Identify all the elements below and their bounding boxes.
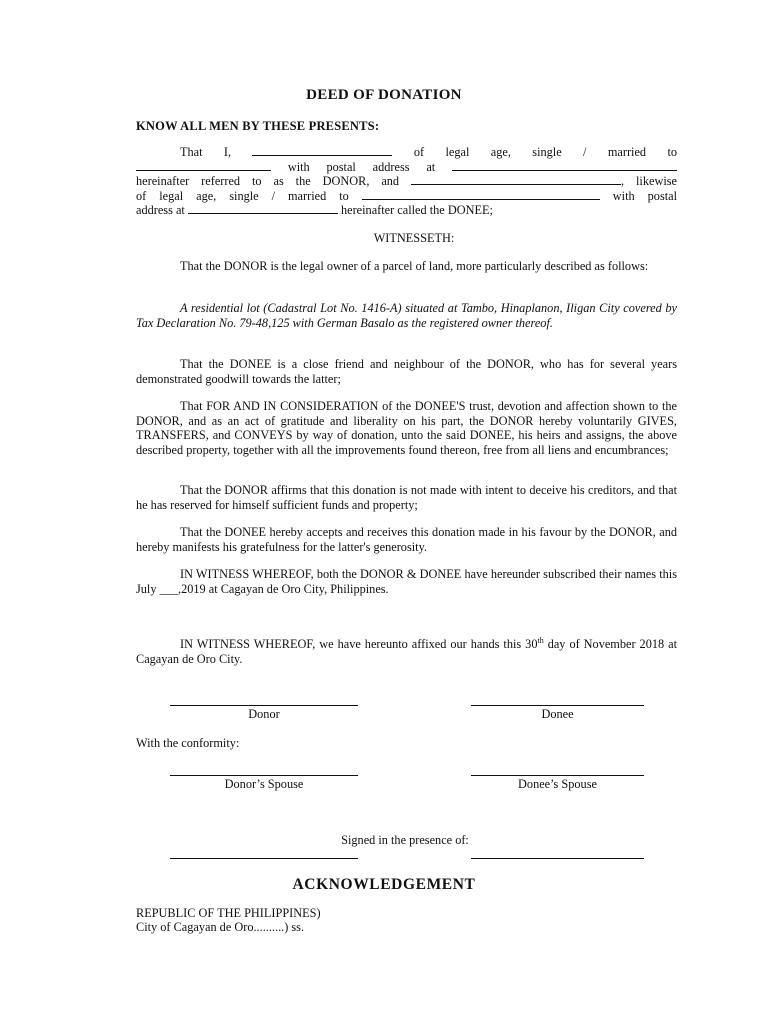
- witness-1-signature-line[interactable]: [170, 858, 358, 859]
- witness-2-text-post: day of November 2018 at Cagayan de Oro City.: [136, 637, 677, 666]
- donee-address-blank[interactable]: [188, 203, 338, 214]
- clause-consideration: That FOR AND IN CONSIDERATION of the DONEE'S trust, devotion and affection shown to the DONOR, and as an act of gratitude and liberality on his part, the DONOR hereby voluntarily GIVES, TRANSFERS, and CONVEYS by way of donation, unto the said DONEE, his heirs and assigns, the above described property, together with all the improvements found thereon, free from all liens and encumbrances;: [136, 399, 677, 457]
- ack-republic-line: REPUBLIC OF THE PHILIPPINES): [136, 906, 321, 920]
- text-with-postal: with postal: [612, 188, 678, 203]
- clause-owner: That the DONOR is the legal owner of a parcel of land, more particularly described as follows:: [180, 259, 649, 273]
- clause-affirms: That the DONOR affirms that this donation is not made with intent to deceive his creditors, and that he has reserved for himself sufficient funds and property;: [136, 483, 677, 512]
- text-called-donee: hereinafter called the DONEE;: [340, 203, 493, 217]
- donor-spouse-signature-line[interactable]: [170, 775, 358, 776]
- witness-2-ordinal: th: [537, 635, 544, 645]
- donor-signature-label: Donor: [248, 707, 280, 721]
- text-that-i: That I,: [180, 145, 232, 159]
- signed-presence-label: Signed in the presence of:: [341, 833, 469, 847]
- acknowledgement-title: ACKNOWLEDGEMENT: [292, 876, 476, 893]
- party-intro-paragraph: [136, 145, 677, 218]
- donor-signature-line[interactable]: [170, 705, 358, 706]
- donee-name-blank[interactable]: [411, 174, 621, 185]
- witness-2-signature-line[interactable]: [471, 858, 644, 859]
- text-postal-address: with postal address at: [287, 159, 436, 174]
- document-title: DEED OF DONATION: [306, 87, 462, 103]
- clause-friend: That the DONEE is a close friend and neighbour of the DONOR, who has for several years demonstrated goodwill towards the latter;: [136, 357, 677, 386]
- donor-spouse-blank[interactable]: [136, 160, 271, 171]
- witness-2-text-pre: IN WITNESS WHEREOF, we have hereunto affixed our hands this 30: [180, 637, 538, 651]
- clause-witness-2: [136, 637, 677, 666]
- opening-line: KNOW ALL MEN BY THESE PRESENTS:: [136, 119, 380, 133]
- clause-witness-1: IN WITNESS WHEREOF, both the DONOR & DONEE have hereunder subscribed their names this July ___,2019 at Cagayan de Oro City, Philippines.: [136, 567, 677, 596]
- donee-spouse-signature-line[interactable]: [471, 775, 644, 776]
- donee-signature-line[interactable]: [471, 705, 644, 706]
- donee-signature-label: Donee: [541, 707, 574, 721]
- ack-city-line: City of Cagayan de Oro..........) ss.: [136, 920, 305, 934]
- donor-spouse-signature-label: Donor’s Spouse: [224, 777, 304, 791]
- donee-spouse-blank[interactable]: [362, 189, 600, 200]
- donor-name-blank[interactable]: [252, 145, 392, 156]
- donor-address-blank[interactable]: [452, 160, 677, 171]
- text-likewise: , likewise: [621, 174, 677, 188]
- text-legal-age-2: of legal age, single / married to: [136, 188, 349, 203]
- witnesseth-heading: WITNESSETH:: [373, 231, 455, 245]
- text-address-at: address at: [136, 203, 185, 217]
- property-description: A residential lot (Cadastral Lot No. 1416-A) situated at Tambo, Hinaplanon, Iligan City covered by Tax Declaration No. 79-48,125 with German Basalo as the registered owner thereof.: [136, 301, 677, 330]
- text-referred-donor: hereinafter referred to as the DONOR, and: [136, 174, 400, 188]
- donee-spouse-signature-label: Donee’s Spouse: [518, 777, 597, 791]
- text-legal-age: of legal age, single / married to: [413, 145, 678, 159]
- conformity-label: With the conformity:: [136, 736, 240, 750]
- clause-accepts: That the DONEE hereby accepts and receives this donation made in his favour by the DONOR, and hereby manifests his gratefulness for the latter's generosity.: [136, 525, 677, 554]
